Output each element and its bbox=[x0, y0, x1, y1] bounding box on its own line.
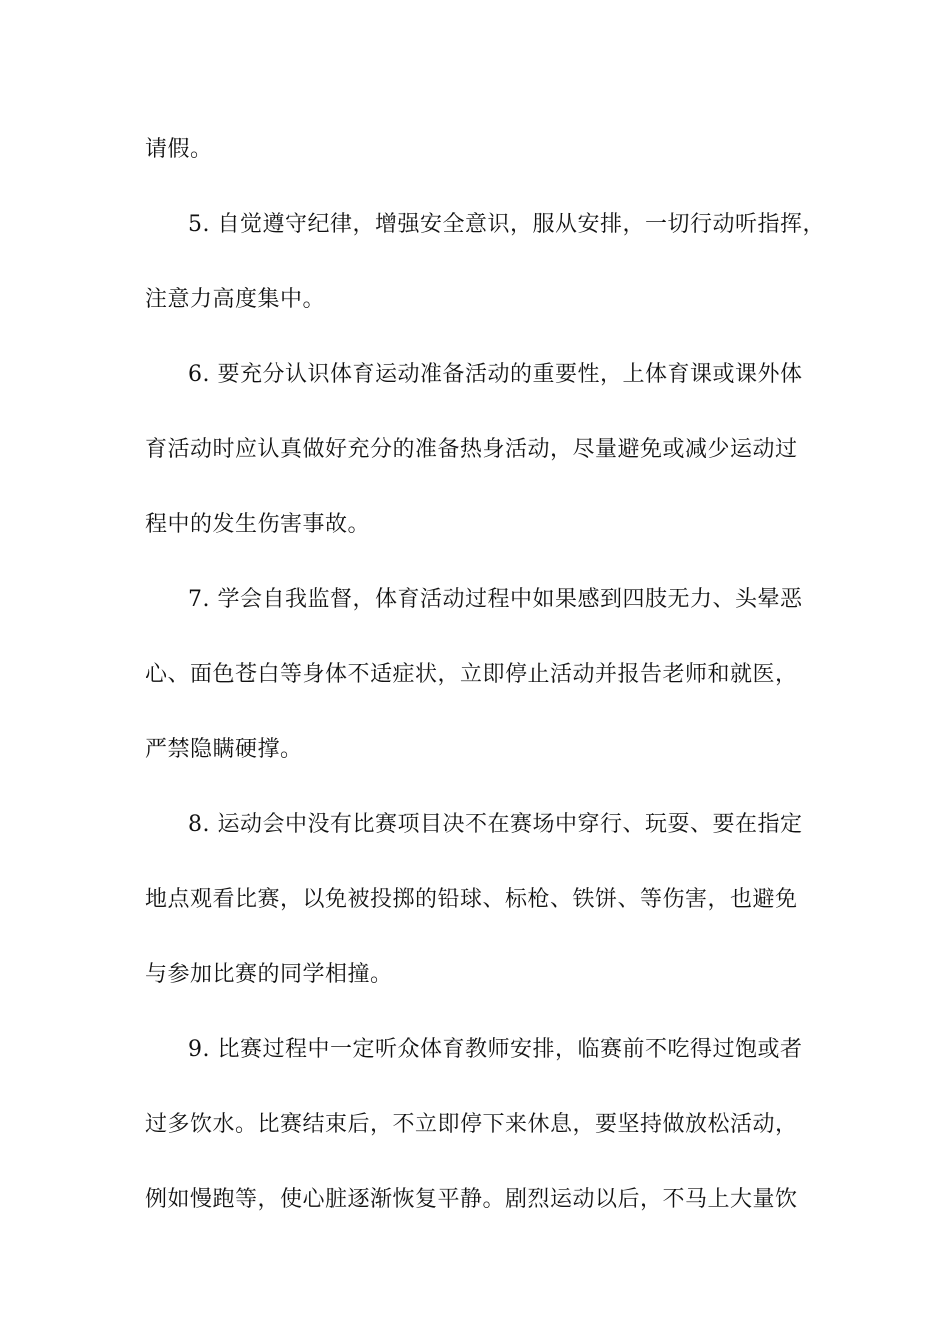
paragraph-7-line-2: 心、面色苍白等身体不适症状，立即停止活动并报告老师和就医， bbox=[145, 662, 798, 687]
paragraph-6-line-3: 程中的发生伤害事故。 bbox=[145, 512, 371, 537]
paragraph-6-line-2: 育活动时应认真做好充分的准备热身活动，尽量避免或减少运动过 bbox=[145, 437, 798, 462]
paragraph-8-line-1: 8. 运动会中没有比赛项目决不在赛场中穿行、玩耍、要在指定 bbox=[188, 812, 803, 837]
text-line: 请假。 bbox=[145, 137, 213, 162]
paragraph-5-line-2: 注意力高度集中。 bbox=[145, 287, 326, 312]
paragraph-9-line-2: 过多饮水。比赛结束后，不立即停下来休息，要坚持做放松活动， bbox=[145, 1112, 798, 1137]
paragraph-6-line-1: 6. 要充分认识体育运动准备活动的重要性，上体育课或课外体 bbox=[188, 362, 803, 387]
paragraph-8-line-3: 与参加比赛的同学相撞。 bbox=[145, 962, 393, 987]
paragraph-7-line-3: 严禁隐瞒硬撑。 bbox=[145, 737, 303, 762]
paragraph-9-line-3: 例如慢跑等，使心脏逐渐恢复平静。剧烈运动以后，不马上大量饮 bbox=[145, 1187, 798, 1212]
paragraph-5-line-1: 5. 自觉遵守纪律，增强安全意识，服从安排，一切行动听指挥， bbox=[188, 212, 825, 237]
paragraph-9-line-1: 9. 比赛过程中一定听众体育教师安排，临赛前不吃得过饱或者 bbox=[188, 1037, 803, 1062]
paragraph-7-line-1: 7. 学会自我监督，体育活动过程中如果感到四肢无力、头晕恶 bbox=[188, 587, 803, 612]
paragraph-8-line-2: 地点观看比赛，以免被投掷的铅球、标枪、铁饼、等伤害，也避免 bbox=[145, 887, 798, 912]
